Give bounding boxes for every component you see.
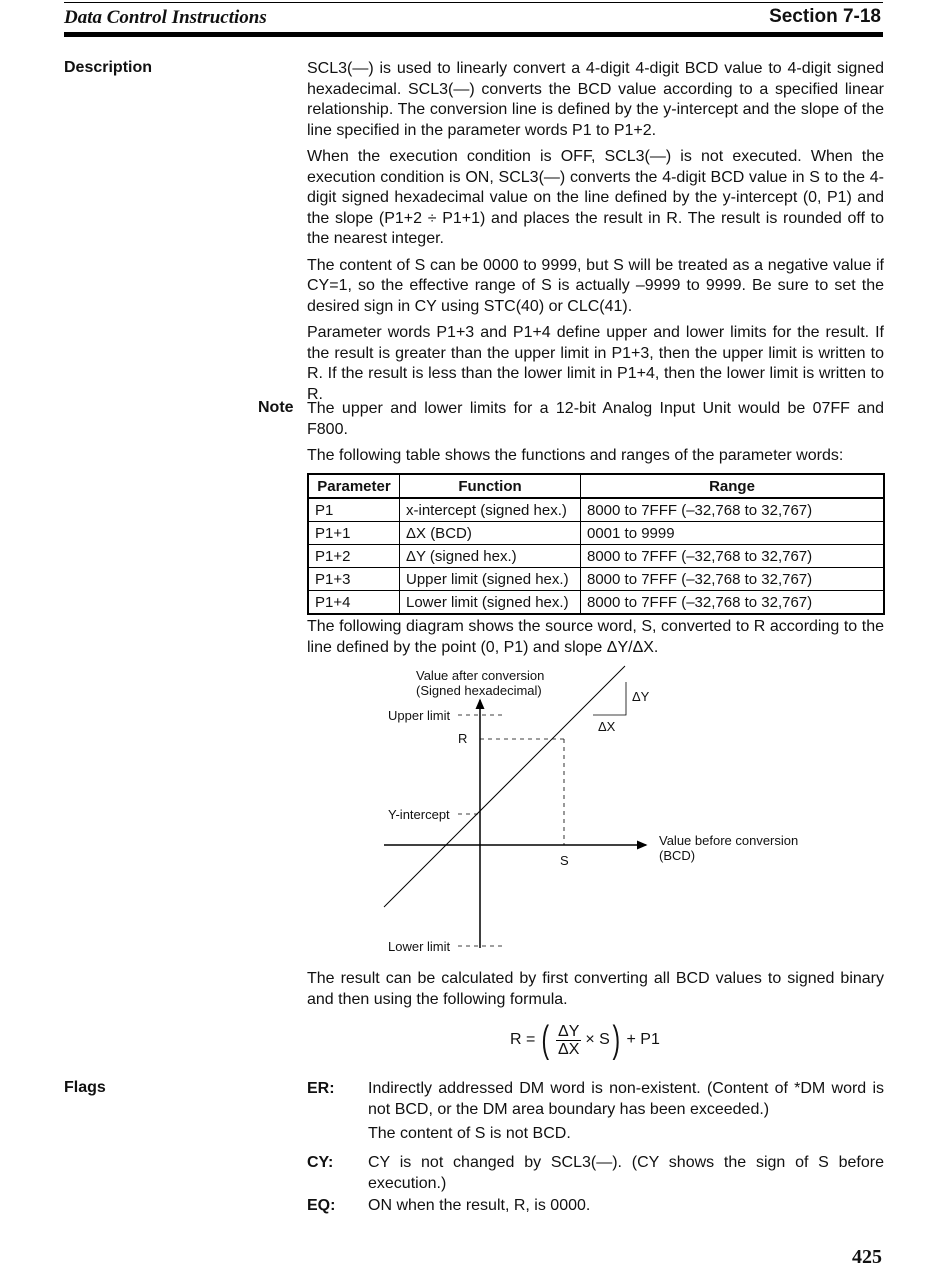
table-header-row bbox=[308, 474, 884, 498]
table-cell: 8000 to 7FFF (–32,768 to 32,767) bbox=[581, 498, 885, 522]
diagram-intro bbox=[307, 617, 884, 664]
table-cell: 8000 to 7FFF (–32,768 to 32,767) bbox=[581, 545, 885, 568]
table-cell: P1+4 bbox=[308, 591, 400, 615]
flag-text: ON when the result, R, is 0000. bbox=[368, 1197, 591, 1214]
fraction-denominator: ΔX bbox=[558, 1040, 580, 1058]
paragraph: The content of S can be 0000 to 9999, but S will be treated as a negative value if CY=1, so the effective range of S is actually –9999 to 9999. Be sure to set the desired sign in CY using STC(40) or CLC(41). bbox=[307, 256, 884, 315]
r-label: R bbox=[458, 731, 468, 746]
y-intercept-label: Y-intercept bbox=[388, 807, 450, 822]
formula-intro bbox=[307, 969, 884, 1016]
y-axis-label: (Signed hexadecimal) bbox=[416, 683, 542, 698]
flag-text: Indirectly addressed DM word is non-existent. (Content of *DM word is not BCD, or the DM area boundary has been exceeded.) bbox=[368, 1080, 884, 1118]
table-cell: ΔX (BCD) bbox=[400, 522, 581, 545]
open-paren: ( bbox=[541, 1019, 550, 1061]
flag-key: EQ: bbox=[307, 1197, 336, 1214]
header-section: Section 7-18 bbox=[769, 6, 881, 27]
table-cell: ΔY (signed hex.) bbox=[400, 545, 581, 568]
close-paren: ) bbox=[612, 1019, 620, 1061]
lower-limit-label: Lower limit bbox=[388, 939, 451, 954]
note-label: Note bbox=[258, 399, 294, 416]
table-intro-text: The following table shows the functions and ranges of the parameter words: bbox=[307, 447, 844, 464]
table-row bbox=[308, 591, 884, 615]
paragraph: Parameter words P1+3 and P1+4 define upper and lower limits for the result. If the result is greater than the upper limit in P1+3, then the upper limit is written to R. If the result is less than the lower limit in P1+4, then the lower limit is written to R. bbox=[307, 324, 884, 403]
fraction-numerator: ΔY bbox=[558, 1022, 580, 1040]
flag-key: ER: bbox=[307, 1080, 335, 1097]
table-cell: P1+3 bbox=[308, 568, 400, 591]
conversion-diagram bbox=[380, 660, 820, 960]
formula bbox=[510, 1018, 660, 1062]
note-body bbox=[307, 399, 884, 446]
table-cell: 0001 to 9999 bbox=[581, 522, 885, 545]
table-cell: Lower limit (signed hex.) bbox=[400, 591, 581, 615]
flag-key: CY: bbox=[307, 1154, 334, 1171]
table-cell: 8000 to 7FFF (–32,768 to 32,767) bbox=[581, 591, 885, 615]
table-cell: P1 bbox=[308, 498, 400, 522]
conversion-line bbox=[384, 666, 625, 907]
table-header-cell: Parameter bbox=[308, 474, 400, 498]
flag-text: CY is not changed by SCL3(—). (CY shows the sign of S before execution.) bbox=[368, 1154, 884, 1192]
parameter-table bbox=[307, 473, 885, 615]
formula-intro-text: The result can be calculated by first converting all BCD values to signed binary and then using the following formula. bbox=[307, 970, 884, 1008]
description-body bbox=[307, 59, 884, 411]
s-label: S bbox=[560, 853, 569, 868]
table-intro bbox=[307, 446, 884, 473]
formula-lhs: R = bbox=[510, 1031, 536, 1048]
paragraph: SCL3(—) is used to linearly convert a 4-digit 4-digit BCD value to 4-digit signed hexadecimal. SCL3(—) converts the BCD value according to a specified linear relationship. The conversion line is defined by the y-intercept and the slope of the line specified in the parameter words P1 to P1+2. bbox=[307, 60, 884, 139]
table-cell: 8000 to 7FFF (–32,768 to 32,767) bbox=[581, 568, 885, 591]
diagram-intro-text: The following diagram shows the source word, S, converted to R according to the line defined by the point (0, P1) and slope ΔY/ΔX. bbox=[307, 618, 884, 656]
slope-triangle bbox=[593, 682, 626, 715]
description-heading: Description bbox=[64, 59, 153, 76]
header-title: Data Control Instructions bbox=[64, 7, 267, 28]
flag-text: The content of S is not BCD. bbox=[368, 1125, 571, 1142]
table-row bbox=[308, 522, 884, 545]
note-text: The upper and lower limits for a 12-bit Analog Input Unit would be 07FF and F800. bbox=[307, 400, 884, 438]
formula-plus: + P1 bbox=[626, 1031, 660, 1048]
y-axis-label: Value after conversion bbox=[416, 668, 545, 683]
table-row bbox=[308, 545, 884, 568]
table-cell: P1+1 bbox=[308, 522, 400, 545]
x-axis-label: (BCD) bbox=[659, 848, 696, 863]
table-cell: P1+2 bbox=[308, 545, 400, 568]
flags-heading: Flags bbox=[64, 1079, 106, 1096]
header-top-rule bbox=[64, 2, 883, 3]
delta-x-label: ΔX bbox=[598, 719, 616, 734]
table-row bbox=[308, 498, 884, 522]
table-header-cell: Range bbox=[581, 474, 885, 498]
header-rule bbox=[64, 32, 883, 37]
table-cell: x-intercept (signed hex.) bbox=[400, 498, 581, 522]
x-axis-label: Value before conversion bbox=[659, 833, 799, 848]
table-cell: Upper limit (signed hex.) bbox=[400, 568, 581, 591]
table-header-cell: Function bbox=[400, 474, 581, 498]
page-header bbox=[64, 0, 883, 40]
page-number: 425 bbox=[852, 1246, 882, 1268]
paragraph: When the execution condition is OFF, SCL3(—) is not executed. When the execution condition is ON, SCL3(—) converts the 4-digit BCD value in S to the 4-digit signed hexadecimal value on the line defined by the y-intercept (0, P1) and the slope (P1+2 ÷ P1+1) and places the result in R. The result is rounded off to the nearest integer. bbox=[307, 148, 884, 247]
table-row bbox=[308, 568, 884, 591]
delta-y-label: ΔY bbox=[632, 689, 650, 704]
fraction bbox=[556, 1023, 581, 1058]
upper-limit-label: Upper limit bbox=[388, 708, 451, 723]
formula-times: × S bbox=[585, 1031, 610, 1048]
